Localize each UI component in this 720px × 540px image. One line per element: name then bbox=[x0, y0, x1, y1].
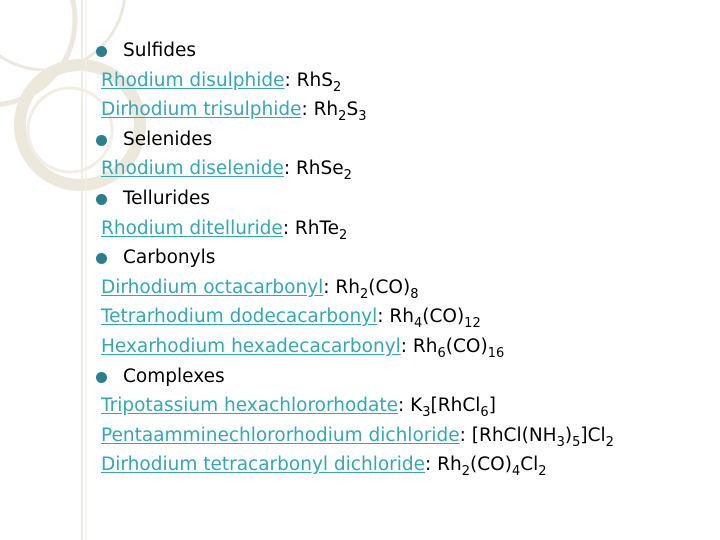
compound-item bbox=[96, 95, 706, 125]
formula-subscript: 3 bbox=[358, 109, 367, 125]
formula-text: (CO) bbox=[422, 306, 465, 328]
formula-text: : Rh bbox=[377, 306, 414, 328]
formula-text: : RhSe bbox=[283, 158, 344, 180]
formula-subscript: 3 bbox=[556, 434, 565, 450]
section-heading bbox=[96, 36, 706, 66]
compound-link[interactable]: Rhodium ditelluride bbox=[101, 217, 283, 239]
compound-link[interactable]: Dirhodium octacarbonyl bbox=[101, 276, 324, 298]
compound-item bbox=[96, 450, 706, 480]
section-heading bbox=[96, 125, 706, 155]
bullet-icon bbox=[96, 194, 107, 205]
section-heading-label: Carbonyls bbox=[123, 247, 216, 269]
bullet-icon bbox=[96, 253, 107, 264]
compound-link[interactable]: Dirhodium tetracarbonyl dichloride bbox=[101, 454, 426, 476]
formula-text: ) bbox=[564, 424, 573, 446]
compound-link[interactable]: Rhodium diselenide bbox=[101, 158, 284, 180]
compound-formula bbox=[323, 276, 419, 302]
compound-item bbox=[96, 421, 706, 451]
compound-link[interactable]: Pentaamminechlororhodium dichloride bbox=[101, 424, 460, 446]
compound-item bbox=[96, 214, 706, 244]
formula-text: : RhTe bbox=[282, 217, 340, 239]
compound-item bbox=[96, 273, 706, 303]
formula-text: ]Cl bbox=[580, 424, 606, 446]
compound-item bbox=[96, 302, 706, 332]
bullet-icon bbox=[96, 135, 107, 146]
section-heading-label: Complexes bbox=[123, 365, 225, 387]
formula-subscript: 6 bbox=[480, 405, 489, 421]
formula-text: (CO) bbox=[445, 335, 488, 357]
compound-formula bbox=[301, 99, 367, 125]
section-heading-label: Selenides bbox=[123, 128, 213, 150]
formula-subscript: 4 bbox=[413, 316, 423, 332]
compound-formula bbox=[398, 395, 496, 421]
compound-formula bbox=[425, 454, 547, 480]
formula-text: (CO) bbox=[368, 276, 411, 298]
formula-subscript: 8 bbox=[410, 286, 419, 302]
compound-formula bbox=[283, 158, 352, 184]
compound-link[interactable]: Dirhodium trisulphide bbox=[101, 99, 302, 121]
compound-link[interactable]: Hexarhodium hexadecacarbonyl bbox=[101, 335, 401, 357]
formula-subscript: 2 bbox=[461, 464, 471, 480]
formula-text: : Rh bbox=[323, 276, 360, 298]
formula-subscript: 4 bbox=[511, 464, 521, 480]
formula-subscript: 2 bbox=[343, 168, 352, 184]
compound-link[interactable]: Tripotassium hexachlororhodate bbox=[101, 395, 399, 417]
compound-formula bbox=[400, 335, 505, 361]
formula-subscript: 12 bbox=[464, 316, 481, 332]
formula-text: Cl bbox=[520, 454, 539, 476]
section-heading bbox=[96, 243, 706, 273]
compound-formula bbox=[377, 306, 481, 332]
formula-subscript: 2 bbox=[338, 109, 347, 125]
compound-link[interactable]: Rhodium disulphide bbox=[101, 69, 285, 91]
formula-subscript: 2 bbox=[360, 286, 369, 302]
formula-subscript: 16 bbox=[487, 345, 505, 361]
formula-text: : RhS bbox=[284, 69, 333, 91]
formula-text: S bbox=[346, 99, 359, 121]
formula-subscript: 2 bbox=[339, 227, 348, 243]
compound-link[interactable]: Tetrarhodium dodecacarbonyl bbox=[101, 306, 378, 328]
formula-text: (CO) bbox=[470, 454, 512, 476]
compound-item bbox=[96, 391, 706, 421]
compound-list bbox=[96, 36, 706, 480]
compound-item bbox=[96, 66, 706, 96]
formula-text: [RhCl bbox=[430, 395, 481, 417]
section-heading-label: Tellurides bbox=[123, 187, 211, 209]
bullet-icon bbox=[96, 372, 107, 383]
compound-item bbox=[96, 154, 706, 184]
formula-subscript: 5 bbox=[572, 434, 581, 450]
formula-subscript: 2 bbox=[332, 79, 342, 95]
section-heading-label: Sulfides bbox=[123, 40, 197, 61]
section-heading bbox=[96, 184, 706, 214]
formula-text: : Rh bbox=[425, 454, 462, 476]
bullet-icon bbox=[96, 46, 107, 57]
formula-text: ] bbox=[488, 395, 496, 417]
formula-subscript: 6 bbox=[437, 345, 446, 361]
compound-item bbox=[96, 332, 706, 362]
formula-text: : Rh bbox=[301, 99, 339, 121]
compound-formula bbox=[459, 424, 614, 450]
compound-formula bbox=[282, 217, 348, 243]
compound-formula bbox=[284, 69, 342, 95]
formula-text: : Rh bbox=[400, 335, 438, 357]
formula-subscript: 2 bbox=[605, 434, 614, 450]
formula-text: : K bbox=[398, 395, 423, 417]
formula-subscript: 3 bbox=[422, 405, 431, 421]
formula-text: : [RhCl(NH bbox=[459, 424, 557, 446]
section-heading bbox=[96, 362, 706, 392]
formula-subscript: 2 bbox=[538, 464, 547, 480]
